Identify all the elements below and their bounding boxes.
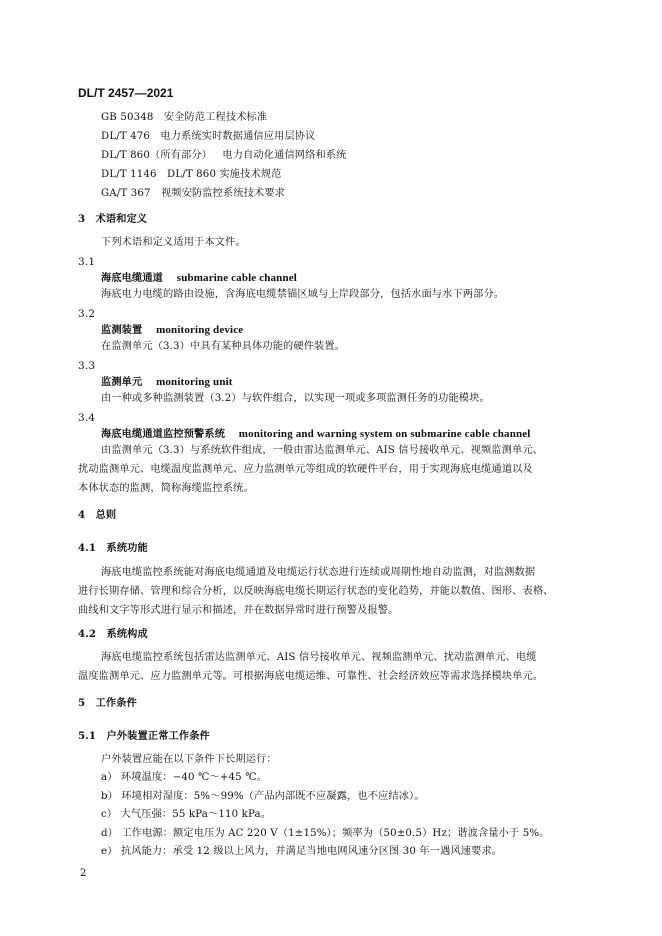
doc-code-header: DL/T 2457—2021: [78, 86, 174, 100]
list-item: [101, 845, 502, 859]
paragraph-line: 海底电缆监控系统包括雷达监测单元、AIS 信号接收单元、视频监测单元、扰动监测单元、电缆: [101, 652, 537, 663]
paragraph-line: 温度监测单元、应力监测单元等。可根据海底电缆运维、可靠性、社会经济效应等需求选择模块单元。: [78, 671, 544, 682]
reference-item: [101, 130, 315, 144]
section-4-2-heading: 4.2 系统构成: [78, 628, 148, 640]
term-zh: 监测单元: [101, 376, 143, 388]
term-zh: 监测装置: [101, 324, 143, 336]
term-number: 3.1: [78, 256, 96, 268]
list-text: 抗风能力：承受 12 级以上风力，并满足当地电网风速分区图 30 年一遇风速要求。: [120, 846, 503, 857]
reference-title: 视频安防监控系统技术要求: [160, 188, 286, 199]
section-3-heading: 3 术语和定义: [78, 213, 148, 225]
list-text: 环境相对湿度：5%～99%（产品内部既不应凝露，也不应结冰）。: [121, 791, 425, 802]
list-text: 工作电源：额定电压为 AC 220 V（1±15%）；频率为（50±0.5）Hz；谐波含量小于 5%。: [121, 828, 550, 839]
list-label: c）: [101, 809, 118, 820]
reference-title: DL/T 860 实施技术规范: [167, 169, 282, 180]
reference-code: DL/T 476: [101, 131, 151, 142]
term-en: monitoring and warning system on submarine cable channel: [238, 428, 531, 440]
term-number: 3.4: [78, 412, 96, 424]
list-intro: 户外装置应能在以下条件下长期运行：: [101, 754, 277, 765]
term-heading: [101, 271, 297, 286]
term-zh: 海底电缆通道监控预警系统: [101, 428, 226, 440]
reference-code: GA/T 367: [101, 188, 151, 199]
term-en: monitoring unit: [156, 376, 233, 388]
list-text: 大气压强：55 kPa～110 kPa。: [120, 809, 272, 820]
term-zh: 海底电缆通道: [101, 272, 164, 284]
list-item: [101, 771, 267, 785]
list-item: [101, 790, 425, 804]
term-number: 3.2: [78, 308, 96, 320]
reference-code: DL/T 1146: [101, 169, 157, 180]
list-label: e）: [101, 846, 118, 857]
list-item: [101, 808, 271, 822]
reference-title: 安全防范工程技术标准: [163, 112, 268, 123]
reference-item: [101, 187, 285, 201]
reference-item: [101, 168, 282, 182]
reference-title: 电力自动化通信网络和系统: [222, 150, 347, 161]
section-5-1-heading: 5.1 户外装置正常工作条件: [78, 730, 210, 742]
reference-item: [101, 149, 346, 163]
term-heading: [101, 427, 530, 442]
paragraph-line: 进行长期存储、管理和综合分析，以反映海底电缆长期运行状态的变化趋势，并能以数值、图形、表格、: [78, 586, 554, 597]
term-definition: 海底电力电缆的路由设施，含海底电缆禁锚区域与上岸段部分，包括水面与水下两部分。: [101, 289, 505, 300]
term-definition-line: 扰动监测单元、电缆温度监测单元、应力监测单元等组成的软硬件平台，用于实现海底电缆通道以及: [78, 464, 533, 475]
term-en: submarine cable channel: [176, 272, 297, 284]
list-label: a）: [101, 772, 118, 783]
section-3-intro: 下列术语和定义适用于本文件。: [101, 237, 246, 248]
paragraph-line: 海底电缆监控系统能对海底电缆通道及电缆运行状态进行连续或周期性地自动监测，对监测数据: [101, 567, 536, 578]
reference-code: GB 50348: [101, 112, 154, 123]
section-5-heading: 5 工作条件: [78, 697, 137, 709]
term-definition: 由一种或多种监测装置（3.2）与软件组合，以实现一项或多项监测任务的功能模块。: [101, 393, 490, 404]
term-definition: 在监测单元（3.3）中具有某种具体功能的硬件装置。: [101, 341, 346, 352]
section-4-1-heading: 4.1 系统功能: [78, 542, 148, 554]
list-label: d）: [101, 828, 119, 839]
paragraph-line: 曲线和文字等形式进行显示和描述，并在数据异常时进行预警及报警。: [78, 605, 399, 616]
term-heading: [101, 323, 243, 338]
term-heading: [101, 375, 233, 390]
term-en: monitoring device: [156, 324, 244, 336]
term-number: 3.3: [78, 360, 96, 372]
term-definition-line: 由监测单元（3.3）与系统软件组成，一般由雷达监测单元、AIS 信号接收单元、视频监测单元、: [101, 445, 544, 456]
page-number: 2: [80, 868, 87, 879]
term-definition-line: 本体状态的监测，简称海缆监控系统。: [78, 483, 254, 494]
reference-title: 电力系统实时数据通信应用层协议: [160, 131, 316, 142]
list-label: b）: [101, 791, 119, 802]
list-item: [101, 827, 550, 841]
reference-item: [101, 111, 267, 125]
reference-code: DL/T 860（所有部分）: [101, 150, 213, 161]
list-text: 环境温度：−40 ℃～+45 ℃。: [120, 772, 268, 783]
section-4-heading: 4 总则: [78, 509, 117, 521]
